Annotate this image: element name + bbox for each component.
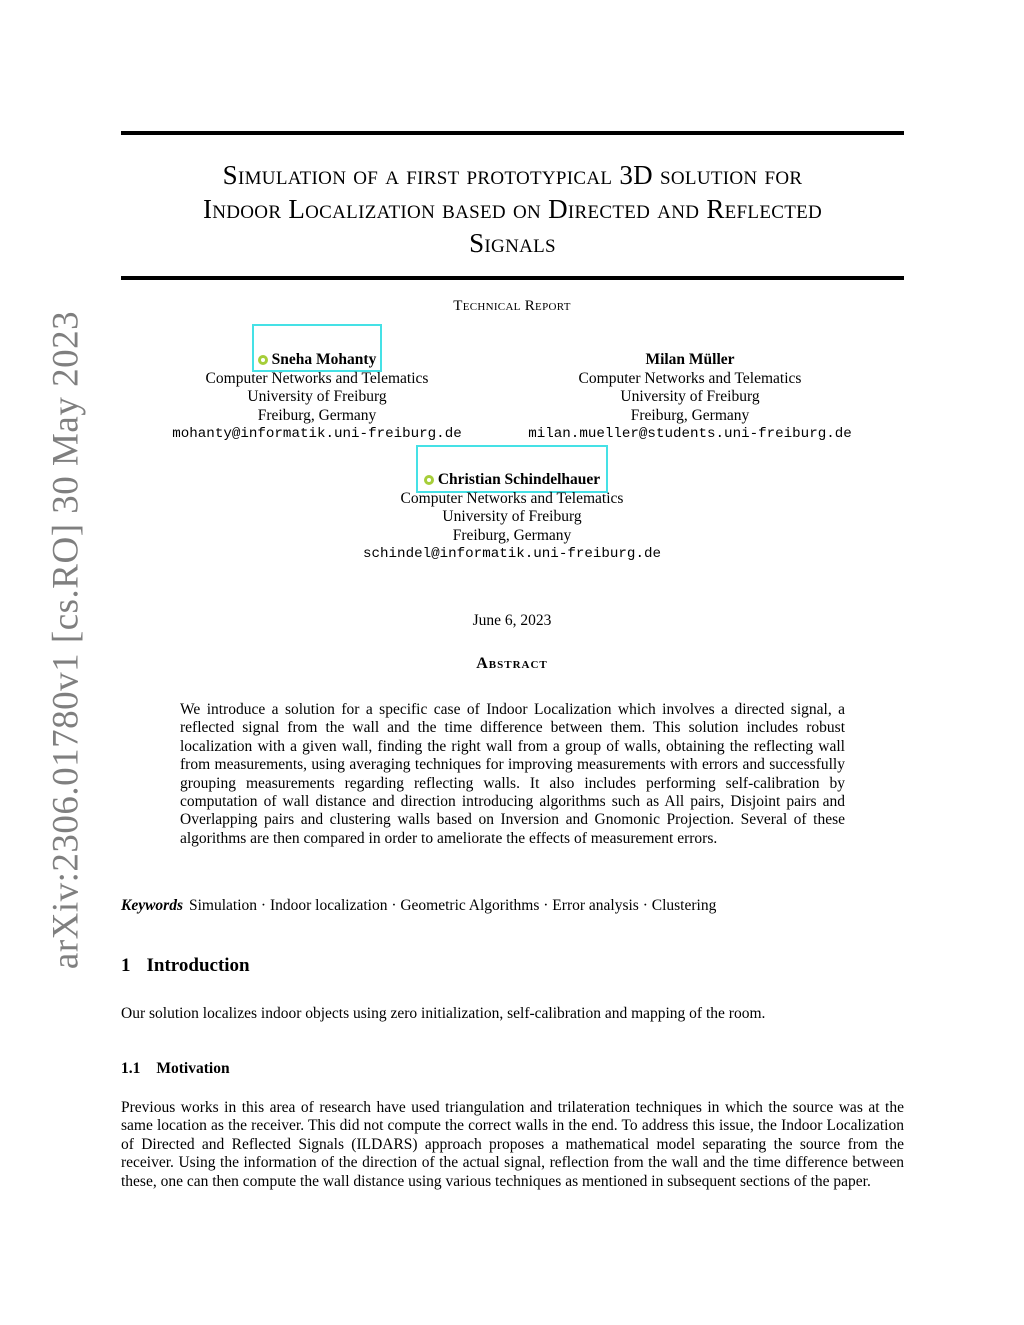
author-department: Computer Networks and Telematics [205, 369, 429, 387]
abstract-body: We introduce a solution for a specific case of Indoor Localization which involves a directed signal, a reflected signal from the wall and the time difference between them. This solution includes robust localization with a given wall, finding the right wall from a group of walls, obtaining the reflecting wall from measurements, using averaging techniques for improving measurements with errors and successfully grouping measurements regarding reflecting walls. It also includes performing self-calibration by computation of wall distance and direction introducing algorithms such as All pairs, Disjoint pairs and Overlapping pairs and clustering walls based on Inversion and Gnomonic Projection. Several of these algorithms are then compared in order to ameliorate the effects of measurement errors. [180, 701, 845, 847]
author-name: Milan Müller [645, 351, 735, 368]
author-block-1 [162, 351, 472, 444]
keywords-line [121, 897, 716, 915]
subsection-heading-motivation [121, 1060, 230, 1078]
author-name[interactable] [162, 351, 472, 370]
author-university: University of Freiburg [247, 388, 387, 405]
section-number: 1 [121, 955, 131, 976]
paper-date: June 6, 2023 [472, 612, 552, 629]
subsection-title: Motivation [156, 1060, 230, 1077]
author-block-3 [350, 471, 674, 564]
author-name[interactable] [350, 471, 674, 490]
author-university: University of Freiburg [620, 388, 760, 405]
author-university: University of Freiburg [442, 508, 582, 525]
author-email[interactable]: schindel@informatik.uni-freiburg.de [363, 546, 661, 562]
paper-title-line-1: Simulation of a first prototypical 3D solution for [222, 160, 803, 190]
title-bottom-rule [121, 276, 904, 280]
paper-title-line-2: Indoor Localization based on Directed and Reflected [202, 194, 823, 224]
arxiv-identifier-stamp: arXiv:2306.01780v1 [cs.RO] 30 May 2023 [45, 310, 87, 970]
orcid-icon[interactable] [424, 475, 434, 485]
abstract-heading: Abstract [476, 655, 548, 672]
motivation-paragraph: Previous works in this area of research have used triangulation and trilateration techniques in which the source was at the same location as the receiver. This did not compute the correct walls in the end. To address this issue, the Indoor Localization of Directed and Reflected Signals (ILDARS) approach proposes a mathematical model separating the source from the receiver. Using the information of the direction of the actual signal, reflection from the wall and the time difference between these, one can then compute the wall distance using various techniques as mentioned in subsequent sections of the paper. [121, 1099, 904, 1190]
author-name-text: Christian Schindelhauer [437, 471, 601, 488]
author-email[interactable]: mohanty@informatik.uni-freiburg.de [172, 426, 462, 442]
author-location: Freiburg, Germany [452, 526, 572, 544]
subsection-number: 1.1 [121, 1060, 141, 1077]
author-location: Freiburg, Germany [257, 406, 377, 424]
title-top-rule [121, 131, 904, 135]
keywords-label: Keywords [121, 897, 183, 914]
orcid-icon[interactable] [258, 355, 268, 365]
author-location: Freiburg, Germany [630, 406, 750, 424]
author-department: Computer Networks and Telematics [578, 369, 802, 387]
report-type: Technical Report [453, 298, 571, 314]
author-department: Computer Networks and Telematics [400, 489, 624, 507]
section-heading-introduction [121, 955, 250, 977]
introduction-paragraph: Our solution localizes indoor objects using zero initialization, self-calibration and mapping of the room. [121, 1005, 766, 1022]
section-title: Introduction [146, 955, 250, 976]
paper-title-line-3: Signals [469, 228, 556, 258]
author-name-text: Sneha Mohanty [271, 351, 377, 368]
keywords-text: Simulation · Indoor localization · Geometric Algorithms · Error analysis · Clustering [189, 897, 717, 914]
author-block-2 [522, 351, 858, 444]
paper-title [121, 158, 904, 260]
author-email[interactable]: milan.mueller@students.uni-freiburg.de [528, 426, 852, 442]
